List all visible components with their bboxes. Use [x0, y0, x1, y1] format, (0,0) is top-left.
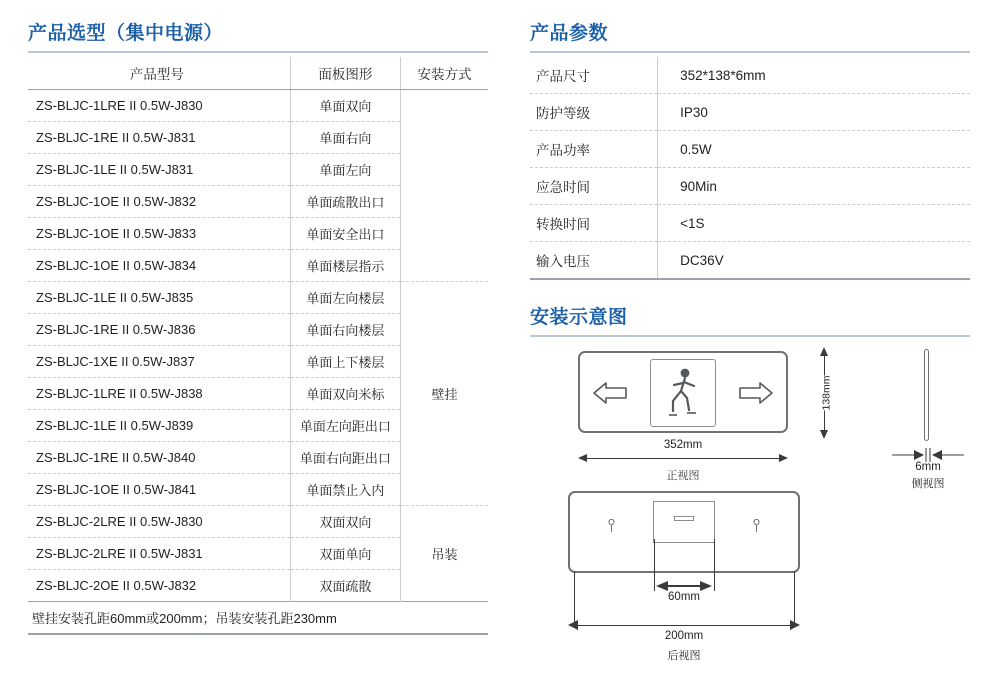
cell-panel: 双面双向 — [290, 506, 400, 538]
running-man-icon — [663, 365, 703, 421]
side-view-caption: 侧视图 — [911, 478, 945, 490]
header-model: 产品型号 — [28, 57, 290, 90]
table-row — [28, 282, 488, 314]
cell-model: ZS-BLJC-2OE II 0.5W-J832 — [36, 578, 197, 593]
param-key: 应急时间 — [530, 168, 658, 205]
param-key: 防护等级 — [530, 94, 658, 131]
width-dimension — [578, 439, 788, 469]
installation-diagram — [530, 343, 970, 683]
arrow-right-icon — [738, 380, 774, 406]
header-mount: 安装方式 — [401, 57, 488, 90]
selection-title: 产品选型（集中电源） — [28, 18, 488, 53]
param-value: 90Min — [658, 168, 970, 205]
cell-panel: 单面左向楼层 — [290, 282, 400, 314]
param-key: 输入电压 — [530, 242, 658, 280]
width-label: 352mm — [658, 439, 708, 451]
cell-panel: 单面左向 — [290, 154, 400, 186]
cell-panel: 单面楼层指示 — [290, 250, 400, 282]
param-row — [530, 168, 970, 205]
hole-spacing-small-dimension — [638, 579, 730, 603]
selection-note-row — [28, 602, 488, 635]
diagram-title: 安装示意图 — [530, 302, 970, 337]
side-thickness-label — [882, 461, 974, 491]
selection-note: 壁挂安装孔距60mm或200mm；吊装安装孔距230mm — [28, 602, 488, 635]
param-key: 产品尺寸 — [530, 57, 658, 94]
param-key: 产品功率 — [530, 131, 658, 168]
cell-model: ZS-BLJC-1RE II 0.5W-J840 — [28, 442, 290, 474]
cell-model: ZS-BLJC-1LRE II 0.5W-J830 — [28, 90, 290, 122]
selection-section — [28, 18, 488, 635]
param-row — [530, 57, 970, 94]
cell-panel: 单面左向距出口 — [290, 410, 400, 442]
cell-model: ZS-BLJC-1OE II 0.5W-J832 — [28, 186, 290, 218]
param-row — [530, 205, 970, 242]
cell-mount-ceiling: 吊装 — [401, 506, 488, 602]
param-value: IP30 — [658, 94, 970, 131]
cell-panel: 单面疏散出口 — [290, 186, 400, 218]
cell-panel: 单面右向楼层 — [290, 314, 400, 346]
screw-hole-icon — [753, 519, 760, 533]
cell-model: ZS-BLJC-1RE II 0.5W-J831 — [28, 122, 290, 154]
selection-table — [28, 57, 488, 635]
params-title: 产品参数 — [530, 18, 970, 53]
param-value: 352*138*6mm — [658, 57, 970, 94]
cell-model: ZS-BLJC-2LRE II 0.5W-J831 — [28, 538, 290, 570]
cell-model: ZS-BLJC-1LE II 0.5W-J839 — [28, 410, 290, 442]
table-header-row — [28, 57, 488, 90]
cell-panel: 单面右向 — [290, 122, 400, 154]
plate-slot — [674, 516, 694, 521]
side-view-profile — [924, 349, 929, 441]
right-column — [530, 18, 970, 683]
height-label: 138mm — [820, 375, 833, 411]
height-dimension — [812, 347, 836, 439]
hole-spacing-large-dimension — [568, 617, 800, 642]
param-value: DC36V — [658, 242, 970, 280]
table-row — [28, 90, 488, 122]
param-value: 0.5W — [658, 131, 970, 168]
arrow-left-icon — [592, 380, 628, 406]
cell-panel: 双面疏散 — [290, 570, 400, 602]
param-row — [530, 242, 970, 280]
cell-mount-wall: 壁挂 — [401, 282, 488, 506]
param-row — [530, 131, 970, 168]
cell-mount-blank — [401, 90, 488, 282]
cell-model: ZS-BLJC-1OE II 0.5W-J834 — [28, 250, 290, 282]
screw-hole-icon — [608, 519, 615, 533]
cell-model: ZS-BLJC-1OE II 0.5W-J833 — [28, 218, 290, 250]
cell-model: ZS-BLJC-1LE II 0.5W-J831 — [28, 154, 290, 186]
cell-model: ZS-BLJC-1LE II 0.5W-J835 — [28, 282, 290, 314]
table-row — [28, 506, 488, 538]
cell-model: ZS-BLJC-2LRE II 0.5W-J830 — [28, 506, 290, 538]
cell-panel: 单面双向 — [290, 90, 400, 122]
large-spacing-label: 200mm — [664, 630, 704, 642]
cell-panel: 单面双向米标 — [290, 378, 400, 410]
thickness-label: 6mm — [915, 461, 941, 473]
small-spacing-label: 60mm — [668, 591, 700, 603]
cell-panel: 单面安全出口 — [290, 218, 400, 250]
front-view-sign — [578, 351, 788, 433]
cell-model: ZS-BLJC-1OE II 0.5W-J841 — [28, 474, 290, 506]
cell-panel: 单面上下楼层 — [290, 346, 400, 378]
param-value: <1S — [658, 205, 970, 242]
back-view-caption: 后视图 — [667, 650, 701, 662]
param-key: 转换时间 — [530, 205, 658, 242]
front-view-caption: 正视图 — [666, 470, 700, 482]
param-row — [530, 94, 970, 131]
cell-panel: 单面禁止入内 — [290, 474, 400, 506]
cell-model: ZS-BLJC-1XE II 0.5W-J837 — [28, 346, 290, 378]
back-view-sign — [568, 491, 800, 573]
header-panel: 面板图形 — [290, 57, 400, 90]
cell-panel: 单面右向距出口 — [290, 442, 400, 474]
params-table — [530, 57, 970, 280]
mounting-plate — [653, 501, 715, 543]
cell-model: ZS-BLJC-1LRE II 0.5W-J838 — [28, 378, 290, 410]
cell-model: ZS-BLJC-1RE II 0.5W-J836 — [28, 314, 290, 346]
cell-panel: 双面单向 — [290, 538, 400, 570]
